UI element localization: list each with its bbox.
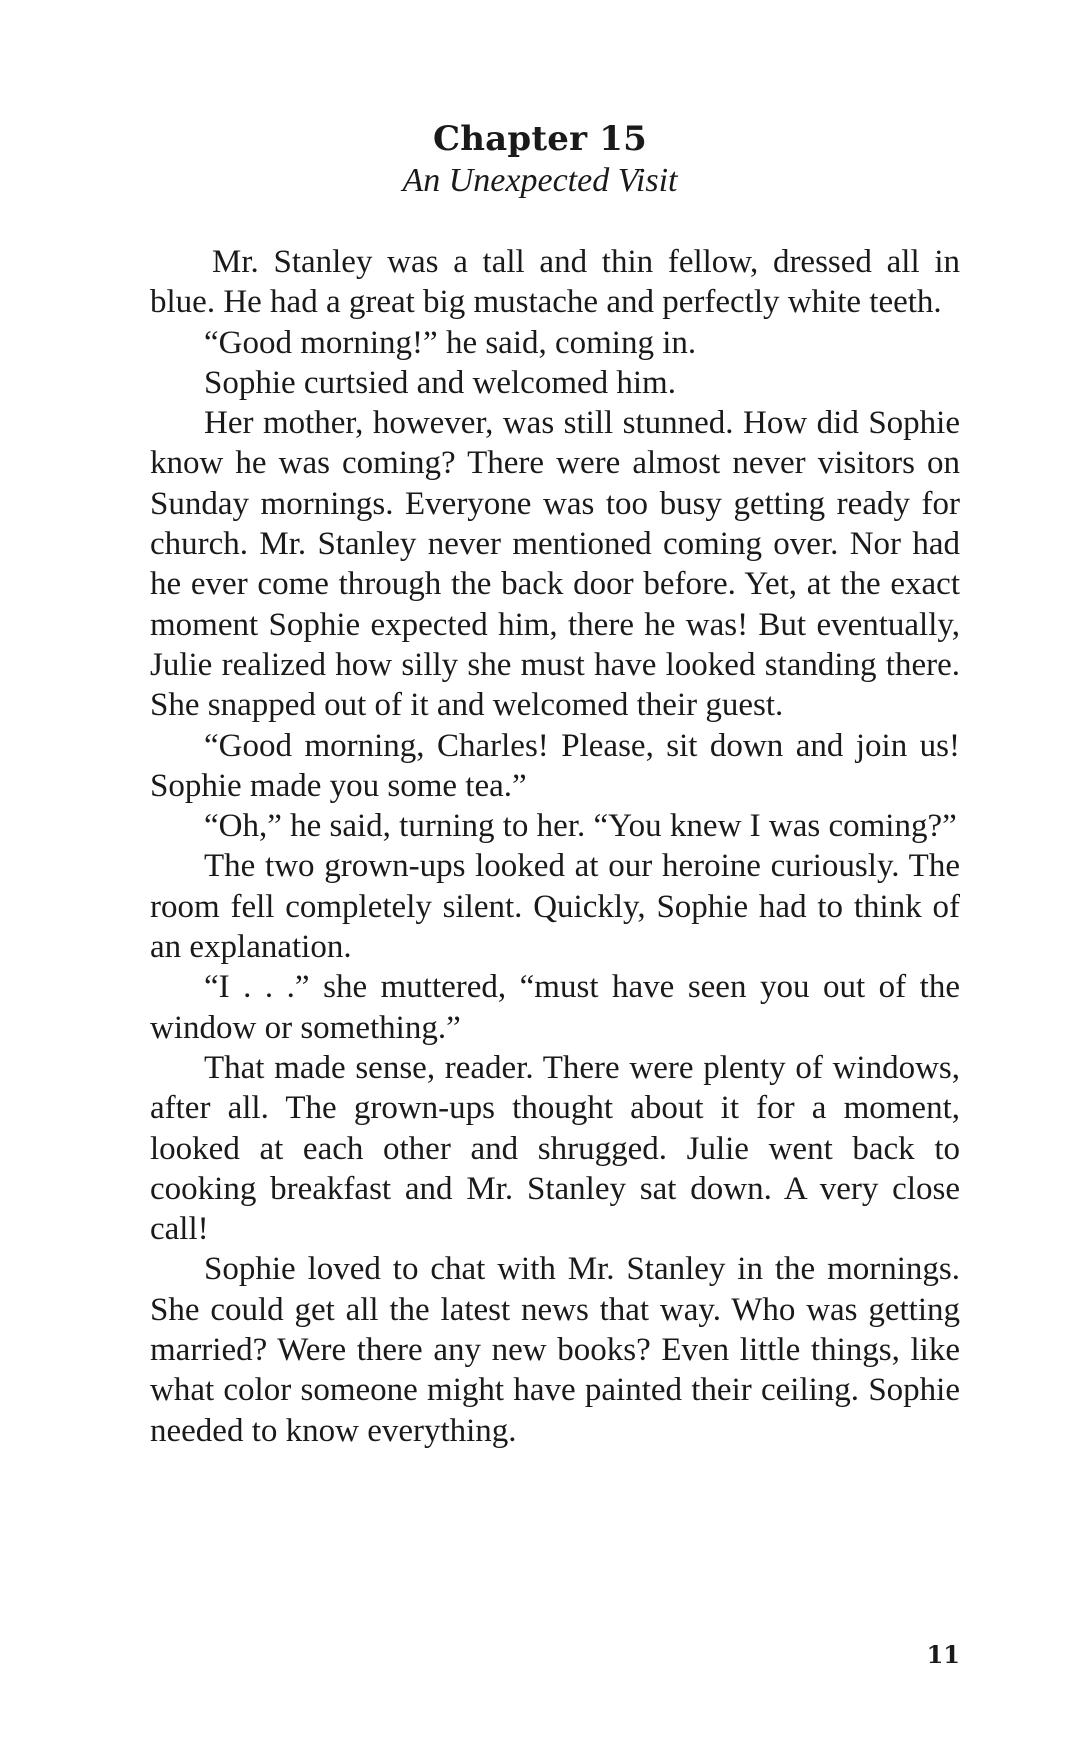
paragraph: The two grown-ups looked at our heroine curiously. The room fell completely silent. Quickly, Sophie had to think of an explanation. xyxy=(150,848,960,966)
paragraph: Mr. Stanley was a tall and thin fellow, dressed all in blue. He had a great big mustache and perfectly white teeth. xyxy=(150,244,960,321)
chapter-header xyxy=(0,118,1080,202)
paragraph: Her mother, however, was still stunned. How did Sophie know he was coming? There were almost never visitors on Sunday mornings. Everyone was too busy getting ready for church. Mr. Stanley never mentioned coming over. Nor had he ever come through the back door before. Yet, at the exact moment Sophie expected him, there he was! But eventually, Julie realized how silly she must have looked standing there. She snapped out of it and welcomed their guest. xyxy=(150,405,960,724)
paragraph: “Good morning!” he said, coming in. xyxy=(204,324,697,361)
paragraph: “Good morning, Charles! Please, sit down and join us! Sophie made you some tea.” xyxy=(150,727,960,804)
chapter-subtitle: An Unexpected Visit xyxy=(402,162,678,199)
paragraph: “Oh,” he said, turning to her. “You knew I was coming?” xyxy=(204,808,957,845)
paragraph: “I . . .” she muttered, “must have seen you out of the window or something.” xyxy=(150,969,960,1046)
paragraph: Sophie loved to chat with Mr. Stanley in the mornings. She could get all the latest news that way. Who was getting married? Were there any new books? Even little things, like what color someone might have painted their ceiling. Sophie needed to know everything. xyxy=(150,1251,960,1449)
chapter-body xyxy=(150,242,960,1451)
paragraph: That made sense, reader. There were plenty of windows, after all. The grown-ups thought about it for a moment, looked at each other and shrugged. Julie went back to cooking breakfast and Mr. Stanley sat down. A very close call! xyxy=(150,1049,960,1248)
page-number: 11 xyxy=(926,1640,960,1669)
paragraph: Sophie curtsied and welcomed him. xyxy=(204,364,676,401)
chapter-title: Chapter 15 xyxy=(433,119,647,159)
